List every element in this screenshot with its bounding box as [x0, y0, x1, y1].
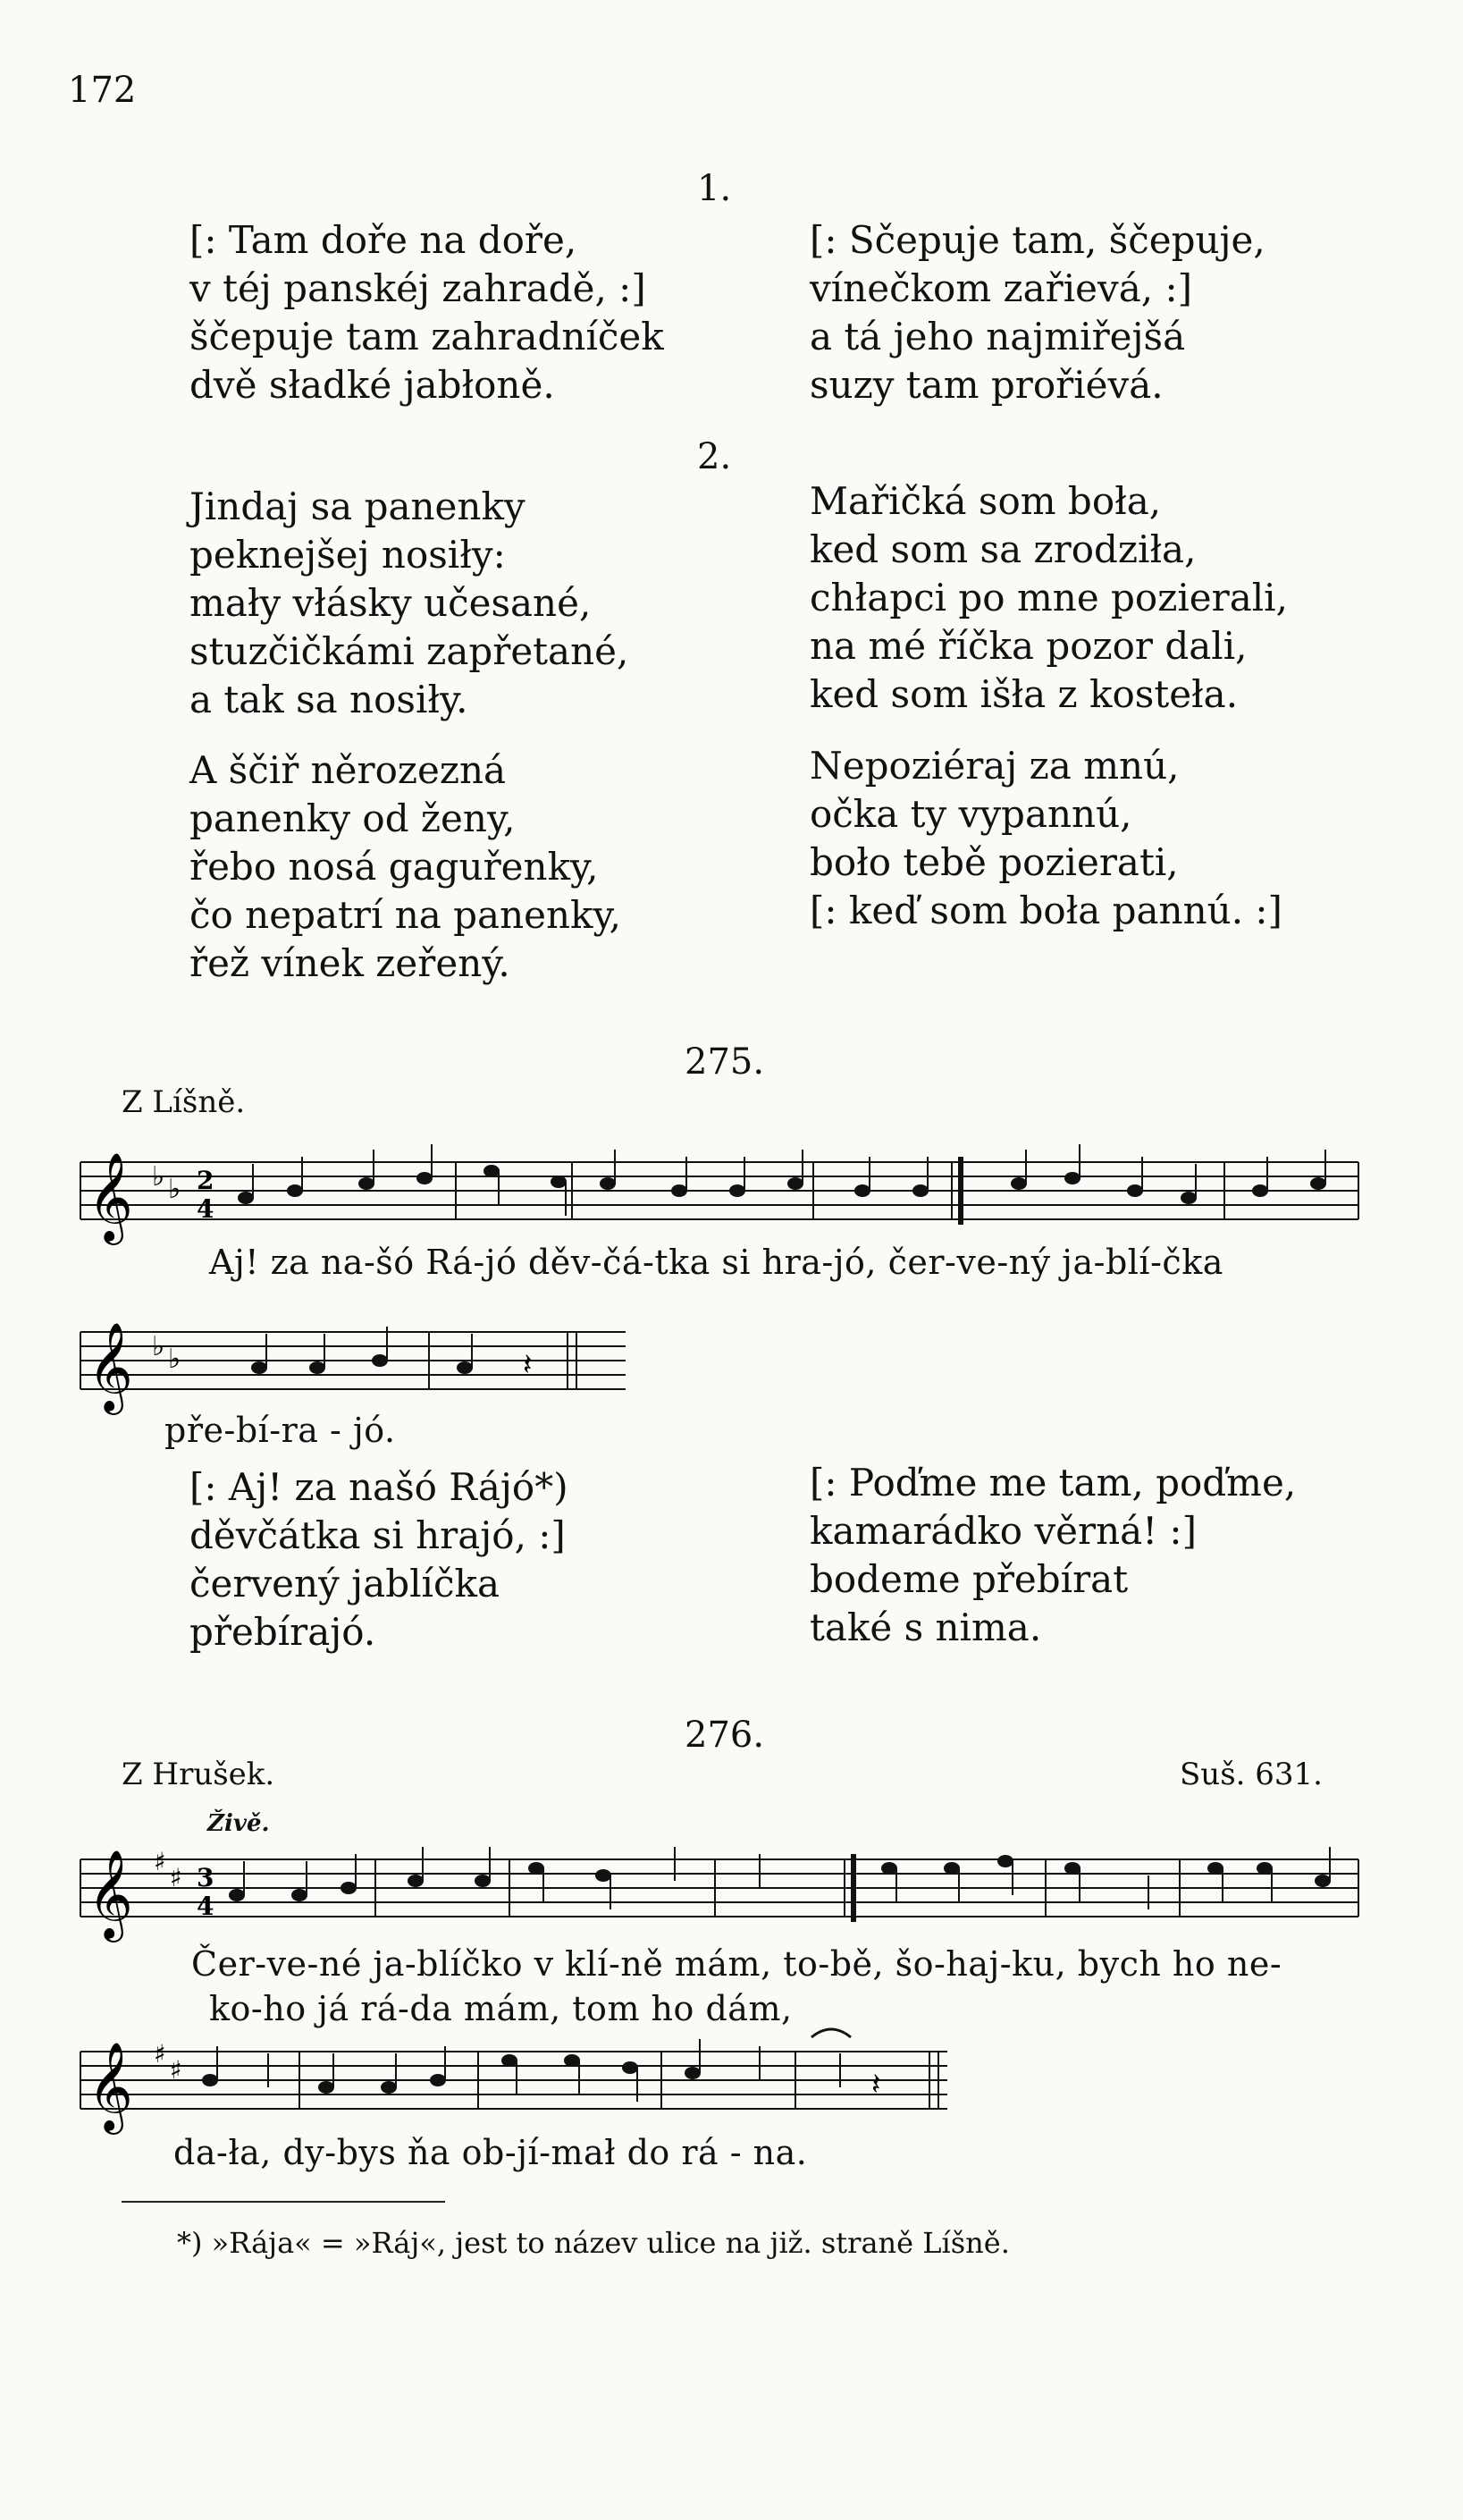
verse-line: děvčátka si hrajó, :] — [189, 1513, 566, 1557]
time-signature-icon: 4 — [197, 1892, 214, 1921]
stanza-275-left — [189, 1463, 568, 1656]
verse-line: vínečkom zařievá, :] — [810, 266, 1193, 310]
tempo-marking: Živě. — [207, 1810, 270, 1837]
flat-icon: ♭ — [152, 1331, 165, 1362]
verse-line: a tá jeho najmiřejšá — [810, 315, 1186, 358]
notes — [229, 1847, 1331, 1909]
lyrics-276-line1: Čer-ve-né ja-blíčko v klí-ně mám, to-bě, šo-haj-ku, bych ho ne- — [191, 1944, 1282, 1984]
music-staff-275-line2 — [71, 1314, 643, 1421]
stanza-left-2 — [189, 483, 628, 724]
lyrics-276-line2: da-ła, dy-bys ňa ob-jí-mał do rá - na. — [173, 2133, 808, 2172]
verse-line: ščepuje tam zahradníček — [189, 315, 664, 358]
verse-line: [: Poďme me tam, poďme, — [810, 1461, 1297, 1504]
treble-clef-icon: 𝄞 — [88, 1850, 133, 1939]
treble-clef-icon: 𝄞 — [88, 2042, 133, 2131]
stanza-left-3 — [189, 746, 621, 988]
verse-line: Jindaj sa panenky — [189, 485, 526, 528]
verse-line: v téj panskéj zahradě, :] — [189, 266, 646, 310]
music-staff-276-line1 — [71, 1842, 1367, 1949]
lyrics-275-line2: pře-bí-ra - jó. — [164, 1411, 396, 1450]
music-staff-276-line2 — [71, 2034, 965, 2141]
verse-line: očka ty vypannú, — [810, 792, 1132, 836]
stanza-right-2 — [810, 477, 1288, 719]
verse-line: řebo nosá gaguřenky, — [189, 845, 599, 889]
verse-line: a tak sa nosiły. — [189, 678, 468, 721]
song-number-275: 275. — [685, 1041, 765, 1083]
sharp-icon: ♯ — [154, 1847, 166, 1876]
verse-line: [: Tam doře na doře, — [189, 218, 577, 262]
staff-lines — [80, 1859, 1358, 1917]
verse-line: Nepoziéraj za mnú, — [810, 744, 1180, 788]
verse-line: A ščiř něrozezná — [189, 748, 507, 792]
verse-line: boło tebě pozierati, — [810, 840, 1179, 884]
lyrics-276-line1b: ko-ho já rá-da mám, tom ho dám, — [209, 1989, 793, 2028]
verse-line: dvě sładké jabłoně. — [189, 363, 555, 407]
verse-line: [: keď som boła pannú. :] — [810, 889, 1282, 932]
song-reference-276: Suš. 631. — [1180, 1757, 1323, 1792]
verse-line: kamarádko věrná! :] — [810, 1509, 1197, 1553]
flat-icon: ♭ — [168, 1174, 181, 1205]
sharp-icon: ♯ — [154, 2039, 166, 2069]
stanza-275-right — [810, 1459, 1296, 1652]
verse-line: přebírajó. — [189, 1610, 376, 1654]
verse-line: [: Sčepuje tam, ščepuje, — [810, 218, 1265, 262]
verse-number-2: 2. — [697, 436, 732, 477]
time-signature-icon: 2 — [197, 1166, 214, 1195]
time-signature-icon: 4 — [197, 1194, 214, 1224]
flat-icon: ♭ — [168, 1344, 181, 1375]
song-source-276: Z Hrušek. — [122, 1757, 275, 1792]
time-signature-icon: 3 — [197, 1863, 214, 1892]
verse-line: stuzčičkámi zapřetané, — [189, 629, 629, 673]
stanza-right-3 — [810, 742, 1282, 935]
page-number: 172 — [68, 70, 137, 111]
verse-line: suzy tam prořiévá. — [810, 363, 1164, 407]
rest-icon: 𝄽 — [871, 2067, 881, 2103]
rest-icon: 𝄽 — [523, 1347, 533, 1383]
verse-line: peknejšej nosiły: — [189, 533, 506, 577]
flat-icon: ♭ — [152, 1161, 165, 1193]
verse-line: ked som sa zrodziła, — [810, 527, 1197, 571]
verse-line: také s nima. — [810, 1606, 1042, 1649]
verse-line: na mé říčka pozor dali, — [810, 624, 1248, 668]
verse-line: chłapci po mne pozierali, — [810, 576, 1288, 619]
lyrics-275-line1: Aj! za na-šó Rá-jó děv-čá-tka si hra-jó, čer-ve-ný ja-blí-čka — [209, 1243, 1223, 1282]
stanza-right-1 — [810, 216, 1265, 409]
verse-line: Mařičká som boła, — [810, 479, 1162, 523]
music-staff-275-line1 — [71, 1144, 1367, 1252]
treble-clef-icon: 𝄞 — [88, 1322, 133, 1412]
treble-clef-icon: 𝄞 — [88, 1152, 133, 1242]
song-number-276: 276. — [685, 1715, 765, 1756]
notes — [251, 1327, 473, 1374]
notes — [202, 2039, 840, 2102]
stanza-left-1 — [189, 216, 664, 409]
verse-line: ked som išła z kosteła. — [810, 672, 1239, 716]
staff-lines — [80, 1162, 1358, 1219]
verse-number-1: 1. — [697, 168, 732, 209]
footnote-divider — [122, 2201, 445, 2203]
sharp-icon: ♯ — [170, 1863, 182, 1892]
verse-line: čo nepatrí na panenky, — [189, 893, 621, 937]
verse-line: červený jablíčka — [189, 1562, 500, 1606]
sharp-icon: ♯ — [170, 2055, 182, 2085]
verse-line: bodeme přebírat — [810, 1557, 1129, 1601]
footnote: *) »Rája« = »Ráj«, jest to název ulice na již. straně Líšně. — [177, 2226, 1010, 2260]
song-source-275: Z Líšně. — [122, 1084, 246, 1120]
fermata-icon — [811, 2029, 851, 2037]
verse-line: řež vínek zeřený. — [189, 941, 510, 985]
verse-line: panenky od ženy, — [189, 796, 516, 840]
verse-line: [: Aj! za našó Rájó*) — [189, 1465, 568, 1509]
verse-line: mały vłásky učesané, — [189, 581, 592, 625]
